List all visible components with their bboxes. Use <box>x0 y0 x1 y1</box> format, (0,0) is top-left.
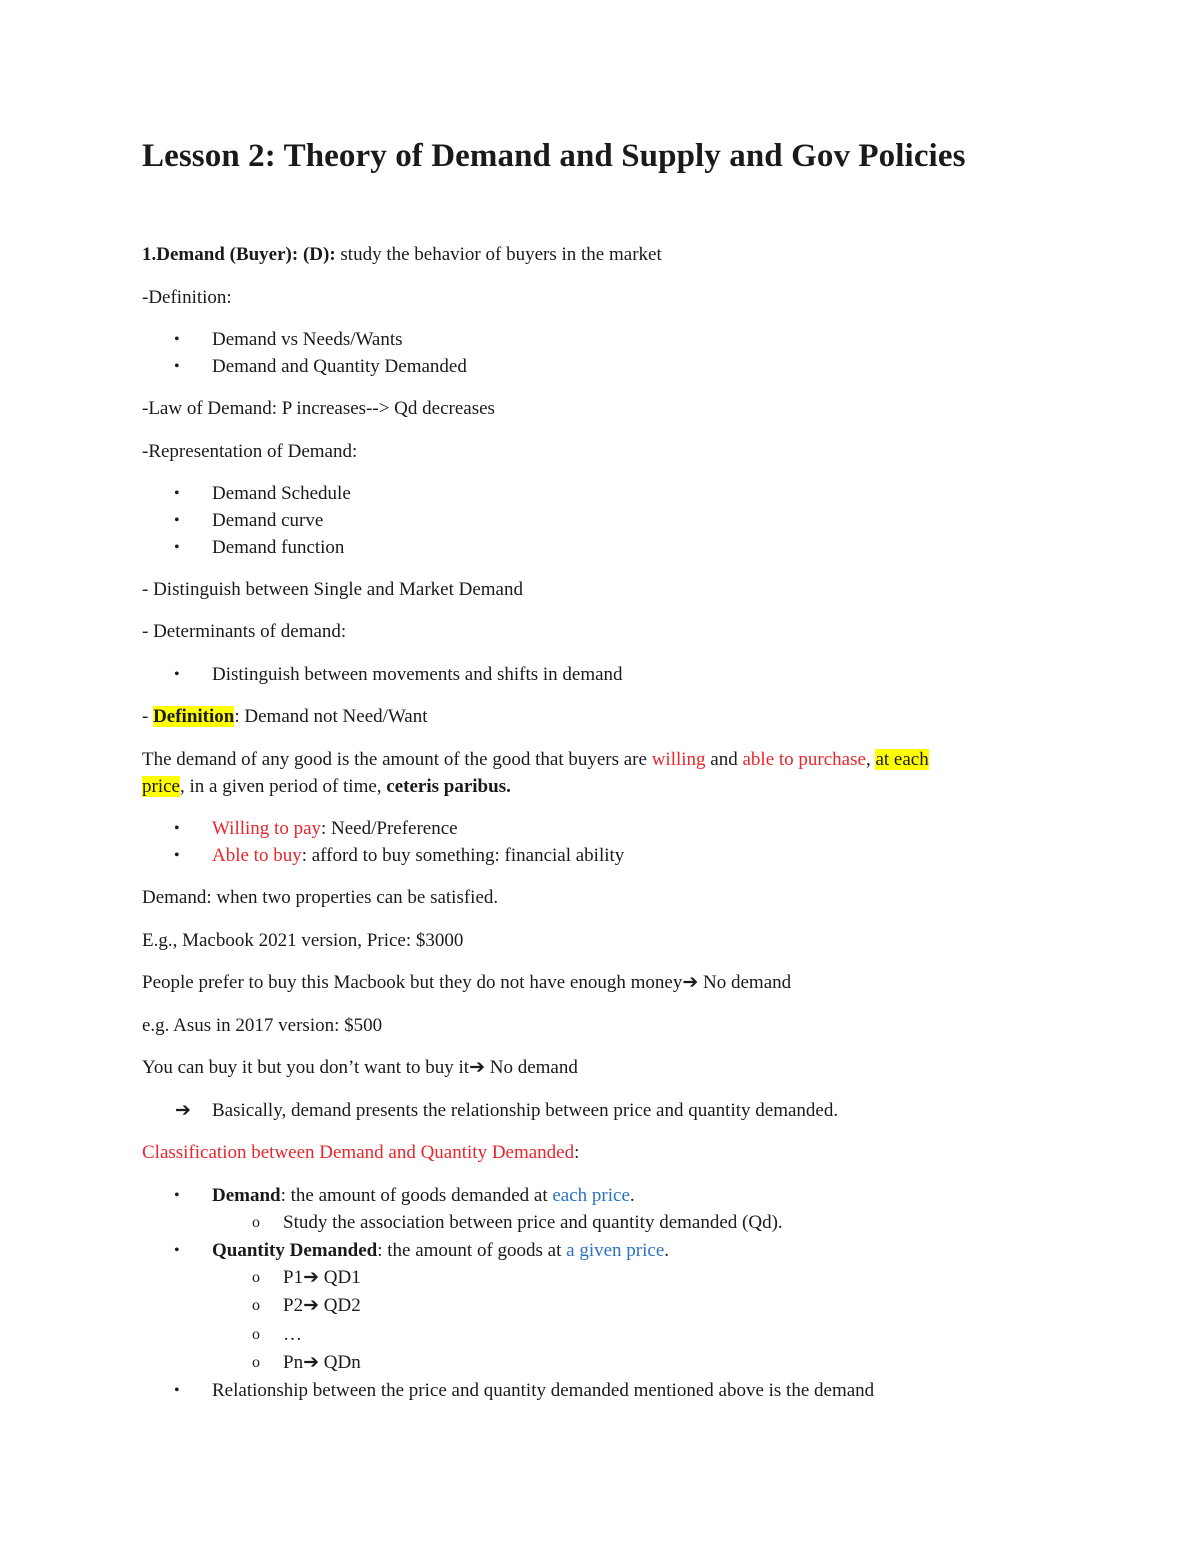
quantity-label: QD1 <box>319 1267 361 1288</box>
classification-label: Classification between Demand and Quantity Demanded <box>142 1142 575 1163</box>
sub-list-item <box>283 1264 361 1291</box>
arrow-icon: ➔ <box>175 1100 191 1121</box>
classification-heading <box>142 1139 579 1166</box>
list-item-relationship: Relationship between the price and quantity demanded mentioned above is the demand <box>212 1380 875 1401</box>
definition-text: : Demand not Need/Want <box>234 706 428 727</box>
highlighted-price: price <box>142 776 180 797</box>
bullet-icon: • <box>174 539 180 556</box>
paragraph-text: The demand of any good is the amount of the good that buyers are <box>142 749 652 770</box>
bullet-icon: • <box>174 820 180 837</box>
arrow-icon: ➔ <box>469 1057 485 1078</box>
price-label: Pn <box>283 1352 304 1373</box>
bullet-icon: • <box>174 1187 180 1204</box>
list-item <box>212 815 458 842</box>
example-asus: e.g. Asus in 2017 version: $500 <box>142 1015 383 1036</box>
sentence-text: You can buy it but you don’t want to buy it <box>142 1057 470 1078</box>
dash: - <box>142 706 154 727</box>
colon: : <box>574 1142 580 1163</box>
sub-bullet-icon: o <box>252 1214 260 1231</box>
representation-header: -Representation of Demand: <box>142 441 358 462</box>
law-of-demand: -Law of Demand: P increases--> Qd decreases <box>142 398 495 419</box>
ceteris-paribus: ceteris paribus. <box>386 776 511 797</box>
result-text: No demand <box>484 1057 578 1078</box>
highlighted-at-each: at each <box>875 749 929 770</box>
bullet-icon: • <box>174 485 180 502</box>
macbook-no-demand <box>142 969 791 996</box>
demand-properties-line: Demand: when two properties can be satisfied. <box>142 887 499 908</box>
period: . <box>664 1240 670 1261</box>
sentence-text: People prefer to buy this Macbook but they do not have enough money <box>142 972 683 993</box>
list-item: Demand and Quantity Demanded <box>212 356 467 377</box>
section-demand-heading <box>142 241 662 268</box>
term-demand: Demand <box>212 1185 281 1206</box>
item-text: : Need/Preference <box>321 818 458 839</box>
list-item <box>212 842 624 869</box>
sub-bullet-icon: o <box>252 1354 260 1371</box>
bullet-icon: • <box>174 666 180 683</box>
list-item: Demand function <box>212 537 345 558</box>
sub-bullet-icon: o <box>252 1326 260 1343</box>
page-title: Lesson 2: Theory of Demand and Supply and Gov Policies <box>142 138 966 174</box>
arrow-icon: ➔ <box>303 1352 319 1373</box>
arrow-icon: ➔ <box>303 1267 319 1288</box>
price-label: P2 <box>283 1295 304 1316</box>
period: . <box>629 1185 635 1206</box>
bullet-icon: • <box>174 1242 180 1259</box>
highlighted-definition-label: Definition <box>153 706 235 727</box>
bullet-icon: • <box>174 512 180 529</box>
sub-list-item <box>283 1292 361 1319</box>
each-price-term: each price <box>552 1185 630 1206</box>
quantity-label: QDn <box>319 1352 361 1373</box>
term-quantity-demanded: Quantity Demanded <box>212 1240 378 1261</box>
ellipsis: … <box>283 1324 302 1345</box>
sub-list-item: Study the association between price and quantity demanded (Qd). <box>283 1212 783 1233</box>
result-text: No demand <box>698 972 792 993</box>
willing-term: willing <box>651 749 706 770</box>
list-item: Demand curve <box>212 510 324 531</box>
section-label: 1.Demand (Buyer): (D): <box>142 244 336 265</box>
price-label: P1 <box>283 1267 304 1288</box>
list-item: Demand Schedule <box>212 483 351 504</box>
arrow-icon: ➔ <box>303 1295 319 1316</box>
bullet-icon: • <box>174 358 180 375</box>
basically-line: Basically, demand presents the relationship between price and quantity demanded. <box>212 1100 839 1121</box>
able-to-buy-term: Able to buy <box>212 845 302 866</box>
bullet-icon: • <box>174 1382 180 1399</box>
definition-line <box>142 703 428 730</box>
item-text: : afford to buy something: financial ability <box>301 845 625 866</box>
paragraph-text: , <box>865 749 876 770</box>
determinants-line: - Determinants of demand: <box>142 621 347 642</box>
able-term: able to purchase <box>742 749 866 770</box>
arrow-icon: ➔ <box>682 972 699 993</box>
definition-header: -Definition: <box>142 287 232 308</box>
list-item: Distinguish between movements and shifts in demand <box>212 664 623 685</box>
paragraph-text: , in a given period of time, <box>179 776 387 797</box>
sub-list-item <box>283 1321 302 1348</box>
asus-no-demand <box>142 1054 578 1081</box>
demand-paragraph-line-2 <box>142 773 511 800</box>
section-description: study the behavior of buyers in the market <box>335 244 662 265</box>
distinguish-line: - Distinguish between Single and Market Demand <box>142 579 523 600</box>
sub-bullet-icon: o <box>252 1297 260 1314</box>
item-text: : the amount of goods demanded at <box>280 1185 553 1206</box>
paragraph-text: and <box>705 749 743 770</box>
quantity-label: QD2 <box>319 1295 361 1316</box>
demand-paragraph-line-1 <box>142 746 929 773</box>
sub-bullet-icon: o <box>252 1269 260 1286</box>
bullet-icon: • <box>174 847 180 864</box>
sub-list-item <box>283 1349 361 1376</box>
item-text: : the amount of goods at <box>377 1240 567 1261</box>
list-item-quantity-demanded <box>212 1237 669 1264</box>
list-item-demand <box>212 1182 635 1209</box>
willing-to-pay-term: Willing to pay <box>212 818 321 839</box>
given-price-term: a given price <box>566 1240 665 1261</box>
bullet-icon: • <box>174 331 180 348</box>
example-macbook: E.g., Macbook 2021 version, Price: $3000 <box>142 930 464 951</box>
list-item: Demand vs Needs/Wants <box>212 329 403 350</box>
